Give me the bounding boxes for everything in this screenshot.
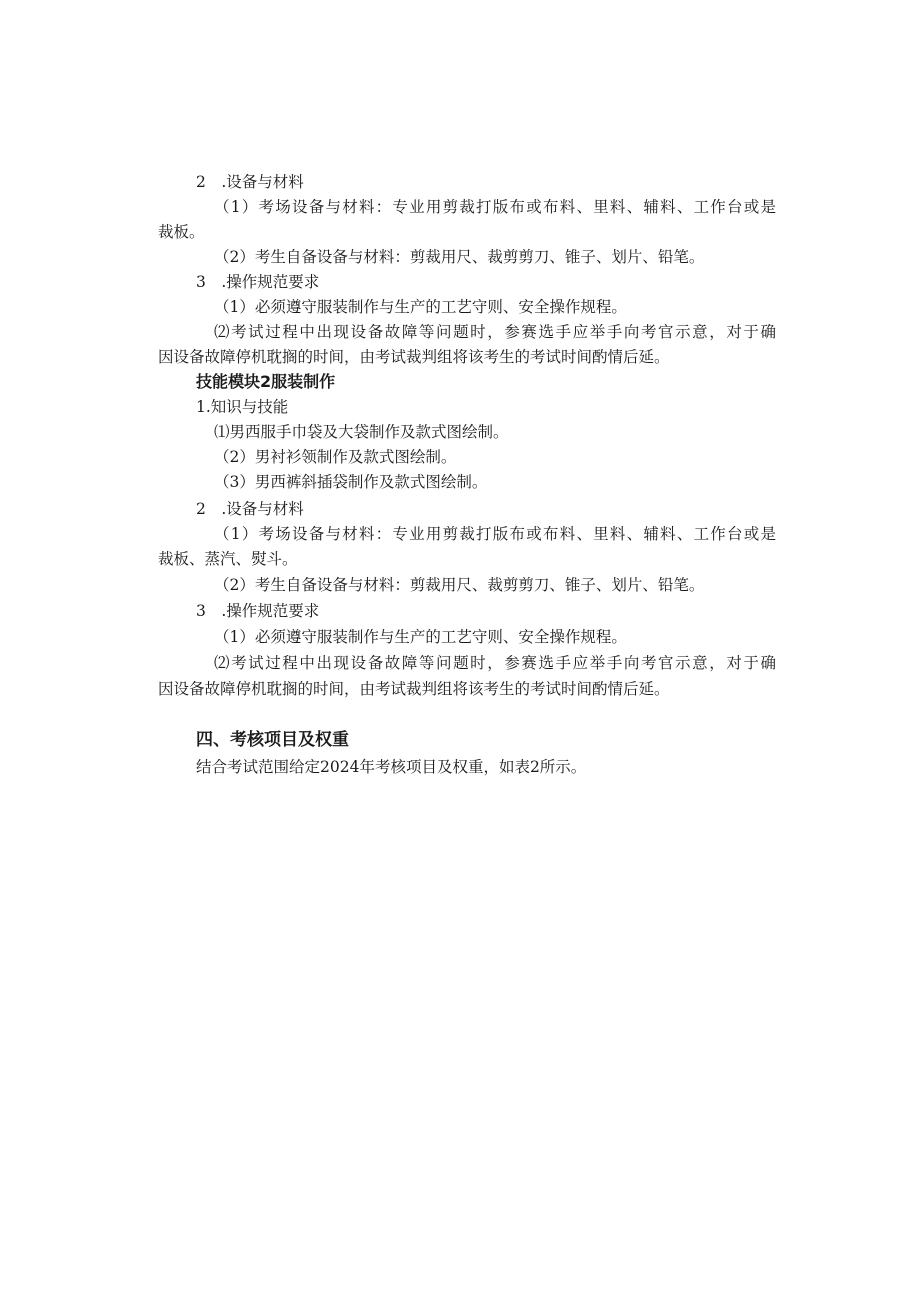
subsection-operation-rules: 3 .操作规范要求 [196,273,320,291]
skill-3-line: （3）男西裤斜插袋制作及款式图绘制。 [214,473,488,491]
rule-1-line-2: （1）必须遵守服装制作与生产的工艺守则、安全操作规程。 [214,628,627,646]
rule-2-line-cont: 因设备故障停机耽搁的时间，由考试裁判组将该考生的考试时间酌情后延。 [158,348,670,366]
subsection-operation-rules-2: 3 .操作规范要求 [196,602,320,620]
section-4-heading: 四、考核项目及权重 [196,730,349,750]
subsection-equipment-materials-2: 2 .设备与材料 [196,500,304,518]
subsection-equipment-materials: 2 .设备与材料 [196,173,304,191]
section-4-intro: 结合考试范围给定2024年考核项目及权重，如表2所示。 [196,758,587,776]
self-equipment-line: （2）考生自备设备与材料：剪裁用尺、裁剪剪刀、锥子、划片、铅笔。 [214,248,705,266]
rule-2-line-2: ⑵考试过程中出现设备故障等问题时，参赛选手应举手向考官示意，对于确 [214,654,776,672]
skill-2-line: （2）男衬衫领制作及款式图绘制。 [214,448,457,466]
rule-2-line-2-cont: 因设备故障停机耽搁的时间，由考试裁判组将该考生的考试时间酌情后延。 [158,680,670,698]
skill-1-line: ⑴男西服手巾袋及大袋制作及款式图绘制。 [214,423,509,441]
rule-1-line: （1）必须遵守服装制作与生产的工艺守则、安全操作规程。 [214,298,627,316]
self-equipment-line-2: （2）考生自备设备与材料：剪裁用尺、裁剪剪刀、锥子、划片、铅笔。 [214,576,705,594]
exam-equipment-line-2-cont: 裁板、蒸汽、熨斗。 [158,550,298,568]
exam-equipment-line-cont: 裁板。 [158,223,205,241]
rule-2-line: ⑵考试过程中出现设备故障等问题时，参赛选手应举手向考官示意，对于确 [214,323,776,341]
subsection-knowledge-skills: 1.知识与技能 [196,398,289,416]
exam-equipment-line: （1）考场设备与材料：专业用剪裁打版布或布料、里料、辅料、工作台或是 [214,198,776,216]
exam-equipment-line-2: （1）考场设备与材料：专业用剪裁打版布或布料、里料、辅料、工作台或是 [214,525,776,543]
module-2-heading: 技能模块2服装制作 [196,372,336,391]
